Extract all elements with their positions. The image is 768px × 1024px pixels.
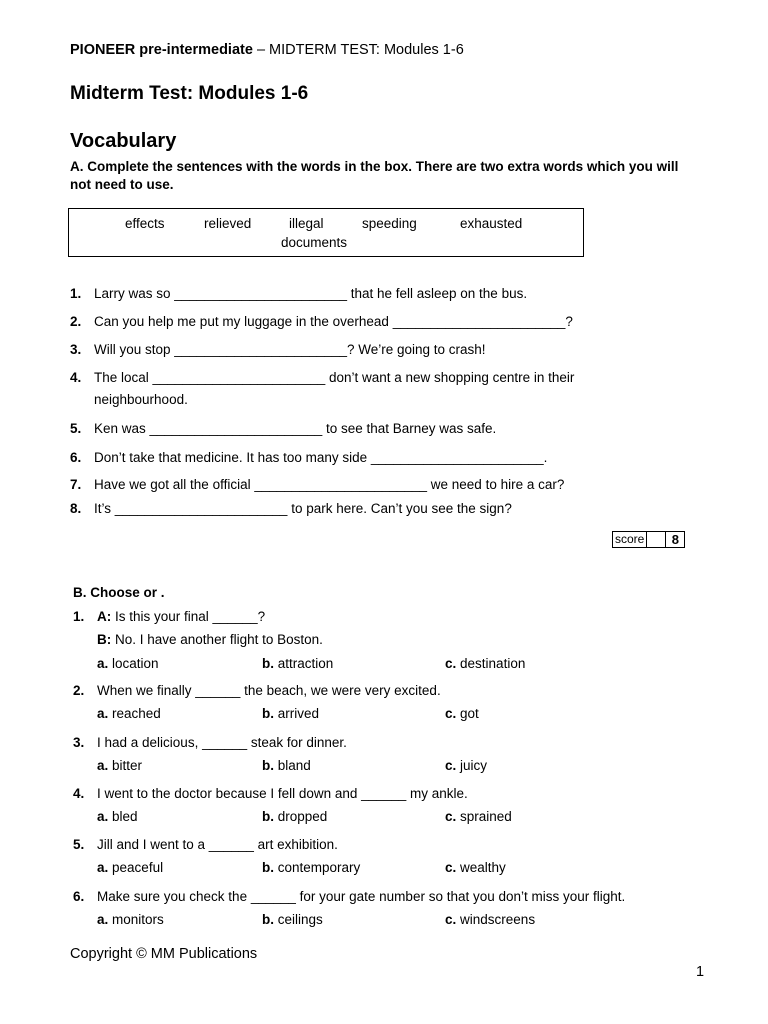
option-a[interactable]: a. bled — [97, 809, 138, 824]
score-label: score — [613, 532, 647, 547]
part-a-item: 1. Larry was so _______________________ that he fell asleep on the bus. — [70, 286, 528, 301]
page-number: 1 — [696, 964, 705, 980]
option-a[interactable]: a. peaceful — [97, 860, 164, 875]
header-course: PIONEER pre-intermediate — [70, 42, 253, 58]
part-b-question: 2. When we finally ______ the beach, we were very excited. — [73, 683, 441, 698]
part-a-item: 7. Have we got all the official _______________________ we need to hire a car? — [70, 477, 565, 492]
part-b-question-reply: B: No. I have another flight to Boston. — [97, 632, 323, 647]
score-box — [612, 531, 685, 548]
option-b[interactable]: b. ceilings — [262, 912, 323, 927]
option-c[interactable]: c. got — [445, 706, 479, 721]
part-a-item-continuation: neighbourhood. — [94, 392, 188, 407]
score-max: 8 — [671, 532, 679, 547]
copyright: Copyright © MM Publications — [70, 946, 258, 962]
option-b[interactable]: b. attraction — [262, 656, 334, 671]
part-b-heading: B. Choose or . — [73, 585, 165, 600]
option-b[interactable]: b. dropped — [262, 809, 328, 824]
word-box-item: speeding — [362, 216, 417, 231]
word-box-item: documents — [281, 235, 348, 250]
option-a[interactable]: a. monitors — [97, 912, 164, 927]
part-a-item: 2. Can you help me put my luggage in the overhead _______________________? — [70, 314, 573, 329]
running-header — [70, 42, 464, 58]
part-a-instruction: A. Complete the sentences with the words in the box. There are two extra words which you will not need to use. — [70, 159, 679, 192]
part-a-item: 8. It’s _______________________ to park here. Can’t you see the sign? — [70, 501, 512, 516]
section-heading: Vocabulary — [70, 130, 177, 152]
word-box-item: relieved — [204, 216, 252, 231]
option-b[interactable]: b. bland — [262, 758, 311, 773]
page-title: Midterm Test: Modules 1-6 — [70, 83, 309, 104]
word-box-item: exhausted — [460, 216, 523, 231]
part-b-question: 1. A: Is this your final ______? — [73, 609, 266, 624]
word-box-item: illegal — [289, 216, 324, 231]
part-b-question: 4. I went to the doctor because I fell down and ______ my ankle. — [73, 786, 468, 801]
part-b-question: 5. Jill and I went to a ______ art exhibition. — [73, 837, 338, 852]
option-a[interactable]: a. bitter — [97, 758, 143, 773]
option-c[interactable]: c. juicy — [445, 758, 488, 773]
part-b-question: 3. I had a delicious, ______ steak for dinner. — [73, 735, 347, 750]
option-c[interactable]: c. sprained — [445, 809, 512, 824]
option-a[interactable]: a. reached — [97, 706, 161, 721]
part-a-item: 3. Will you stop _______________________? We’re going to crash! — [70, 342, 486, 357]
option-b[interactable]: b. contemporary — [262, 860, 361, 875]
word-box — [68, 208, 584, 257]
word-box-item: effects — [125, 216, 165, 231]
option-a[interactable]: a. location — [97, 656, 159, 671]
part-a-item: 4. The local _______________________ don’t want a new shopping centre in their — [70, 370, 575, 385]
option-b[interactable]: b. arrived — [262, 706, 320, 721]
option-c[interactable]: c. windscreens — [445, 912, 536, 927]
score-field[interactable] — [647, 532, 666, 547]
part-a-item: 5. Ken was _______________________ to see that Barney was safe. — [70, 421, 497, 436]
part-a-item: 6. Don’t take that medicine. It has too many side _______________________. — [70, 450, 548, 465]
header-test: – MIDTERM TEST: Modules 1-6 — [252, 42, 464, 58]
option-c[interactable]: c. destination — [445, 656, 526, 671]
part-b-question: 6. Make sure you check the ______ for your gate number so that you don’t miss your flight. — [73, 889, 626, 904]
option-c[interactable]: c. wealthy — [445, 860, 506, 875]
